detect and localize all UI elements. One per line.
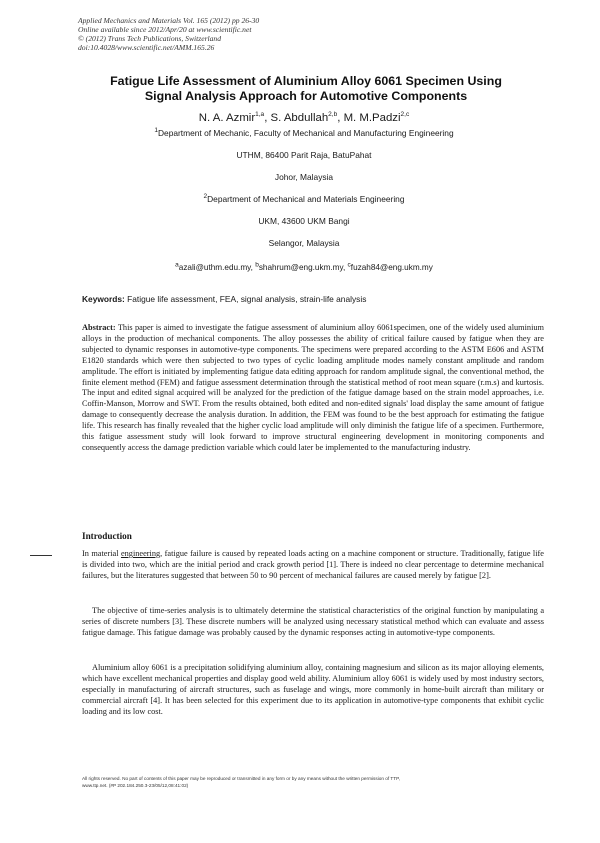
affiliation-1-line-1 xyxy=(80,128,528,139)
abstract xyxy=(82,323,544,454)
author-superscript: 1,a xyxy=(255,111,265,119)
online-availability: Online available since 2012/Apr/20 at www.scientific.net xyxy=(78,25,252,34)
affiliation-dept: Department of Mechanical and Materials Engineering xyxy=(207,194,405,204)
keywords-label: Keywords: xyxy=(82,294,125,304)
affiliation-2-line-2: UKM, 43600 UKM Bangi xyxy=(258,216,350,226)
journal-citation: Applied Mechanics and Materials Vol. 165 (2012) pp 26-30 xyxy=(78,16,260,25)
author-name: S. Abdullah xyxy=(270,112,329,124)
paragraph-text: In material xyxy=(82,549,121,558)
email-address[interactable]: fuzah84@eng.ukm.my xyxy=(350,263,433,272)
affiliation-superscript: 2 xyxy=(203,193,208,201)
author-separator: , xyxy=(264,112,271,124)
email-superscript: b xyxy=(255,261,259,269)
paragraph-text: , fatigue failure is caused by repeated loads acting on a machine component or structure. Traditionally, fatigue life is divided into two, which are the initial period and crack growth period [1]. There is indeed no clear percentage to determine mechanical failures, but the literatures suggested that between 50 to 90 percent of mechanical failures are caused merely by fatigue [2]. xyxy=(82,549,544,580)
margin-mark xyxy=(30,555,52,556)
author-list xyxy=(80,112,528,125)
affiliation-2-line-1 xyxy=(80,194,528,205)
affiliation-dept: Department of Mechanic, Faculty of Mechanical and Manufacturing Engineering xyxy=(158,128,454,138)
intro-paragraph-3: Aluminium alloy 6061 is a precipitation solidifying aluminium alloy, containing magnesium and silicon as its major alloying elements, which have excellent mechanical properties and display good weld ability. Aluminium alloy 6061 is widely used by most industry sectors, especially in manufacturing of aircraft structures, such as fuselage and wings, more commonly in home-built aircraft than military or commercial aircraft [4]. It has been selected for this experiment due to its application in automotive-type components that exhibit cyclic loading and its low cost. xyxy=(82,663,544,716)
author-superscript: 2,c xyxy=(400,111,410,119)
email-address[interactable]: azali@uthm.edu.my, xyxy=(178,263,253,272)
intro-paragraph-2: The objective of time-series analysis is to ultimately determine the statistical characteristics of the original function by manipulating a series of discrete numbers [3]. These discrete numbers will be analyzed using necessary statistical method which can evaluate and assess fatigue damage. This fatigue damage was probably caused by the dynamic responses acting in automotive-type components. xyxy=(82,606,544,637)
hyperlink-engineering[interactable]: engineering xyxy=(120,549,161,558)
paper-title xyxy=(86,74,526,104)
title-line-2: Signal Analysis Approach for Automotive Components xyxy=(144,89,468,103)
title-line-1: Fatigue Life Assessment of Aluminium Alloy 6061 Specimen Using xyxy=(110,74,502,88)
section-heading-introduction: Introduction xyxy=(82,531,132,541)
email-address[interactable]: shahrum@eng.ukm.my, xyxy=(258,263,346,272)
affiliation-1-line-2: UTHM, 86400 Parit Raja, BatuPahat xyxy=(236,150,372,160)
email-list xyxy=(70,263,538,273)
abstract-label: Abstract: xyxy=(82,323,116,332)
email-superscript: a xyxy=(175,261,179,269)
affiliation-superscript: 1 xyxy=(154,127,158,135)
author-name: M. M.Padzi xyxy=(343,112,401,124)
journal-header xyxy=(78,16,259,52)
intro-paragraph-1 xyxy=(82,549,544,582)
footer-copyright xyxy=(82,776,550,789)
affiliation-2-line-3: Selangor, Malaysia xyxy=(268,238,340,248)
copyright-notice: © (2012) Trans Tech Publications, Switzerland xyxy=(78,34,222,43)
keywords-text: Fatigue life assessment, FEA, signal analysis, strain-life analysis xyxy=(127,294,367,304)
author-separator: , xyxy=(337,112,344,124)
copyright-line-2: www.ttp.net. (#P 202.184.250.3-23/05/12,08:41:02) xyxy=(82,782,189,788)
email-superscript: c xyxy=(347,261,351,269)
author-superscript: 2,b xyxy=(328,111,338,119)
doi: doi:10.4028/www.scientific.net/AMM.165.26 xyxy=(78,43,215,52)
abstract-text: This paper is aimed to investigate the fatigue assessment of aluminium alloy 6061specimen, one of the widely used aluminium alloys in the production of mechanical components. The alloy possesses the ability of critical failure caused by fatigue when they are subjected to dynamic responses in automotive-type components. The specimens were prepared according to the ASTM E606 and ASTM E1820 standards which were then subjected to two types of cyclic loading amplitude modes namely constant amplitude and random amplitude. The effort is initiated by implementing fatigue data editing approach for random amplitude signal, the conventional method, the finite element method (FEM) and fatigue assessment determination through the statistical method of root mean square (r.m.s) and kurtosis. The input and edited signal acquired will be analyzed for the prediction of the fatigue damage based on the strain model approaches, i.e. Coffin-Manson, Morrow and SWT. From the results obtained, both edited and non-edited signals' load display the same amount of fatigue damage to consequently decrease the analysis duration. In addition, the FEM was found to be the best approach for estimating the fatigue life. This research has finally revealed that the higher cyclic load amplitude will only diminish the fatigue life of a specimen. Furthermore, this fatigue assessment study will look forward to improve structural engineering development in monitoring components and consequently access the damage prediction variable which could later be implemented to the manufacturing industry. xyxy=(82,323,544,452)
copyright-line-1: All rights reserved. No part of contents of this paper may be reproduced or transmitted in any form or by any means without the written permission of TTP, xyxy=(82,776,400,781)
keywords xyxy=(82,294,542,304)
affiliation-1-line-3: Johor, Malaysia xyxy=(274,172,334,182)
author-name: N. A. Azmir xyxy=(198,112,256,124)
